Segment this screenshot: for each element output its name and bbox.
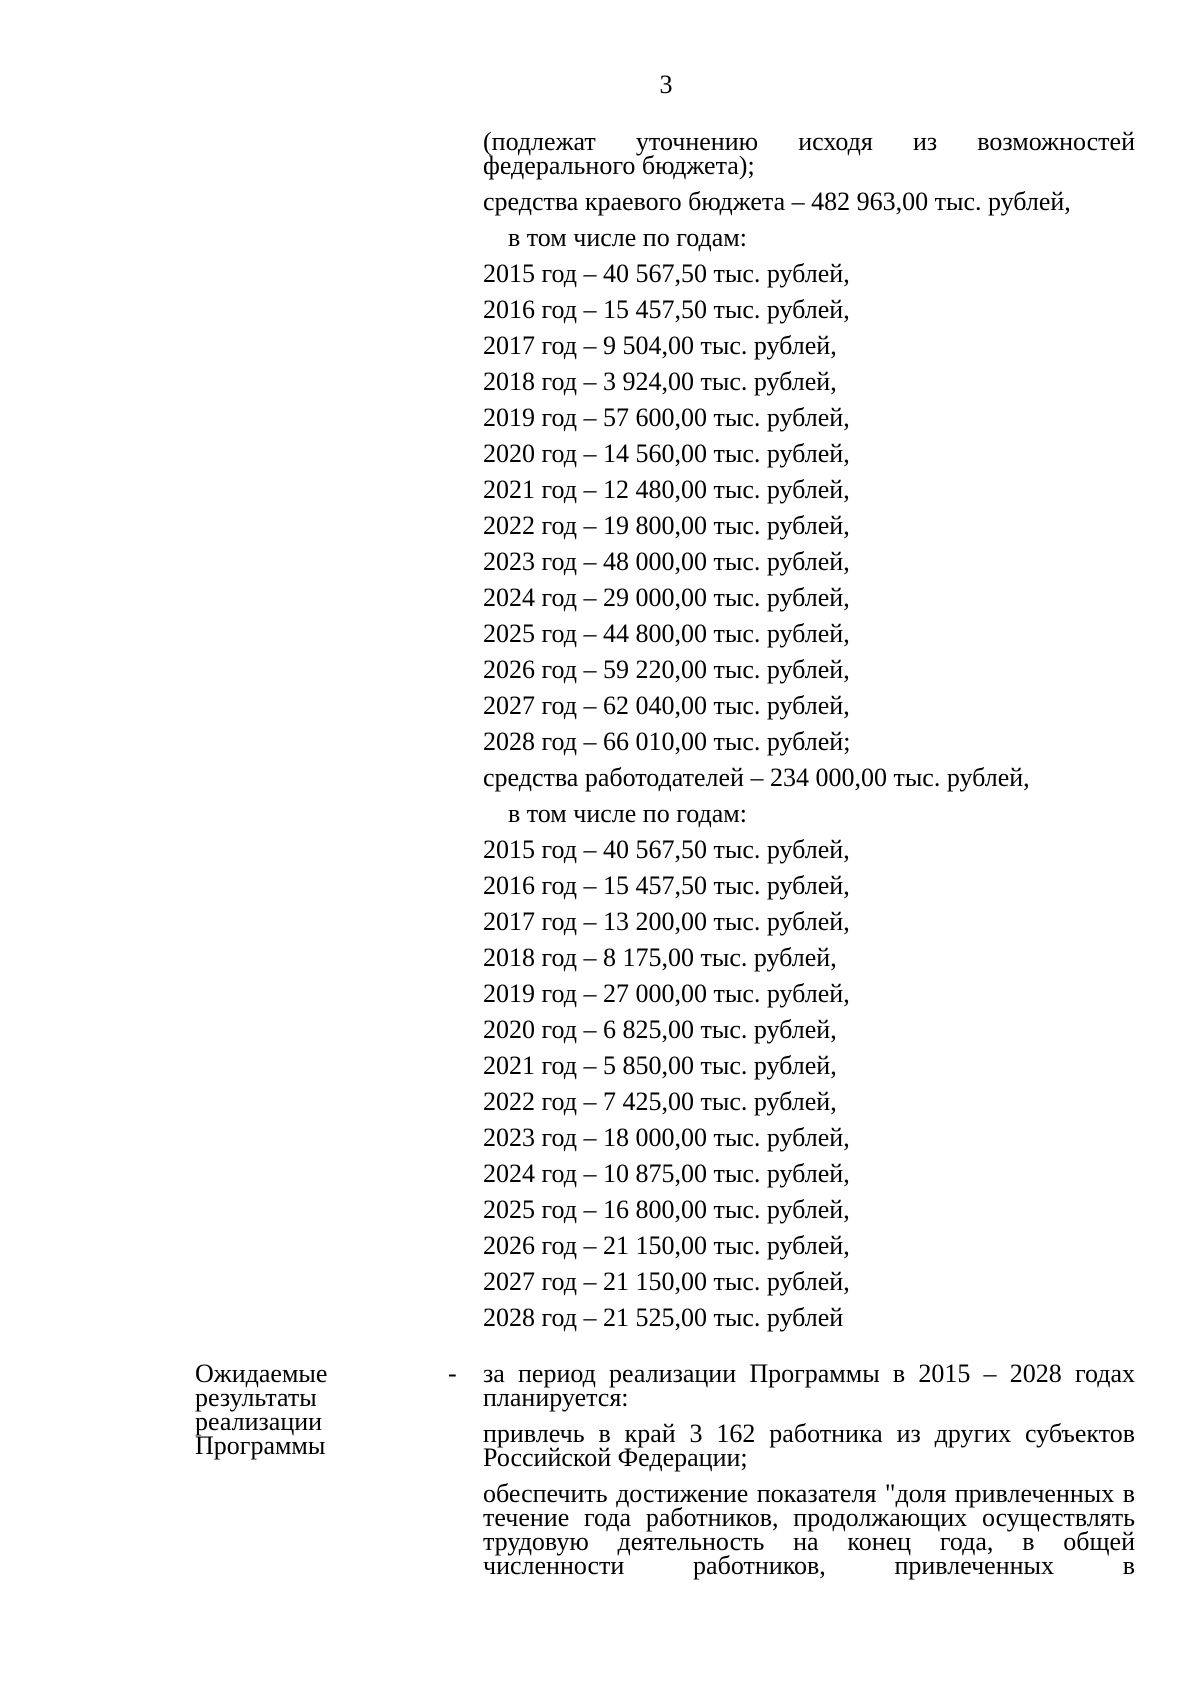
- employers-by-years-label: в том числе по годам:: [508, 799, 747, 828]
- employers-year-line: 2023 год – 18 000,00 тыс. рублей,: [483, 1123, 850, 1152]
- regional-year-line: 2025 год – 44 800,00 тыс. рублей,: [483, 619, 850, 648]
- regional-year-line: 2022 год – 19 800,00 тыс. рублей,: [483, 511, 850, 540]
- page-number: 3: [659, 70, 673, 99]
- employers-year-line: 2027 год – 21 150,00 тыс. рублей,: [483, 1267, 850, 1296]
- employers-year-line: 2025 год – 16 800,00 тыс. рублей,: [483, 1195, 850, 1224]
- employers-year-line: 2019 год – 27 000,00 тыс. рублей,: [483, 979, 850, 1008]
- employers-year-line: 2020 год – 6 825,00 тыс. рублей,: [483, 1015, 837, 1044]
- employers-year-line: 2026 год – 21 150,00 тыс. рублей,: [483, 1231, 850, 1260]
- regional-year-line: 2016 год – 15 457,50 тыс. рублей,: [483, 295, 850, 324]
- label-separator-dash: -: [448, 1359, 457, 1388]
- regional-years-list: [483, 256, 1135, 760]
- regional-by-years-label: в том числе по годам:: [508, 223, 747, 252]
- employers-year-line: 2028 год – 21 525,00 тыс. рублей: [483, 1303, 844, 1332]
- regional-year-line: 2028 год – 66 010,00 тыс. рублей;: [483, 727, 851, 756]
- employers-year-line: 2015 год – 40 567,50 тыс. рублей,: [483, 835, 850, 864]
- employers-year-line: 2021 год – 5 850,00 тыс. рублей,: [483, 1051, 837, 1080]
- regional-year-line: 2019 год – 57 600,00 тыс. рублей,: [483, 403, 850, 432]
- federal-budget-note: (подлежат уточнению исходя из возможностей федерального бюджета);: [483, 127, 1135, 180]
- results-paragraph: привлечь в край 3 162 работника из других субъектов Российской Федерации;: [483, 1419, 1135, 1472]
- regional-year-line: 2021 год – 12 480,00 тыс. рублей,: [483, 475, 850, 504]
- employers-year-line: 2017 год – 13 200,00 тыс. рублей,: [483, 907, 850, 936]
- regional-year-line: 2026 год – 59 220,00 тыс. рублей,: [483, 655, 850, 684]
- employers-year-line: 2018 год – 8 175,00 тыс. рублей,: [483, 943, 837, 972]
- regional-year-line: 2017 год – 9 504,00 тыс. рублей,: [483, 331, 837, 360]
- regional-year-line: 2024 год – 29 000,00 тыс. рублей,: [483, 583, 850, 612]
- employers-year-line: 2016 год – 15 457,50 тыс. рублей,: [483, 871, 850, 900]
- results-paragraph: за период реализации Программы в 2015 – 2028 годах планируется:: [483, 1359, 1135, 1412]
- results-label: Ожидаемые результаты реализации Программы: [195, 1359, 328, 1460]
- employers-year-line: 2022 год – 7 425,00 тыс. рублей,: [483, 1087, 837, 1116]
- regional-year-line: 2027 год – 62 040,00 тыс. рублей,: [483, 691, 850, 720]
- results-section: [483, 1359, 1135, 1590]
- employers-year-line: 2024 год – 10 875,00 тыс. рублей,: [483, 1159, 850, 1188]
- regional-year-line: 2023 год – 48 000,00 тыс. рублей,: [483, 547, 850, 576]
- regional-year-line: 2018 год – 3 924,00 тыс. рублей,: [483, 367, 837, 396]
- employers-years-list: [483, 832, 1135, 1336]
- results-paragraph: обеспечить достижение показателя "доля привлеченных в течение года работников, продолжающих осуществлять трудовую деятельность на конец года, в общей численности работников, привлеченных в: [483, 1479, 1135, 1580]
- regional-budget-total: средства краевого бюджета – 482 963,00 тыс. рублей,: [483, 187, 1071, 216]
- regional-year-line: 2020 год – 14 560,00 тыс. рублей,: [483, 439, 850, 468]
- funding-section: [483, 127, 1135, 1336]
- regional-year-line: 2015 год – 40 567,50 тыс. рублей,: [483, 259, 850, 288]
- employers-total: средства работодателей – 234 000,00 тыс. рублей,: [483, 763, 1030, 792]
